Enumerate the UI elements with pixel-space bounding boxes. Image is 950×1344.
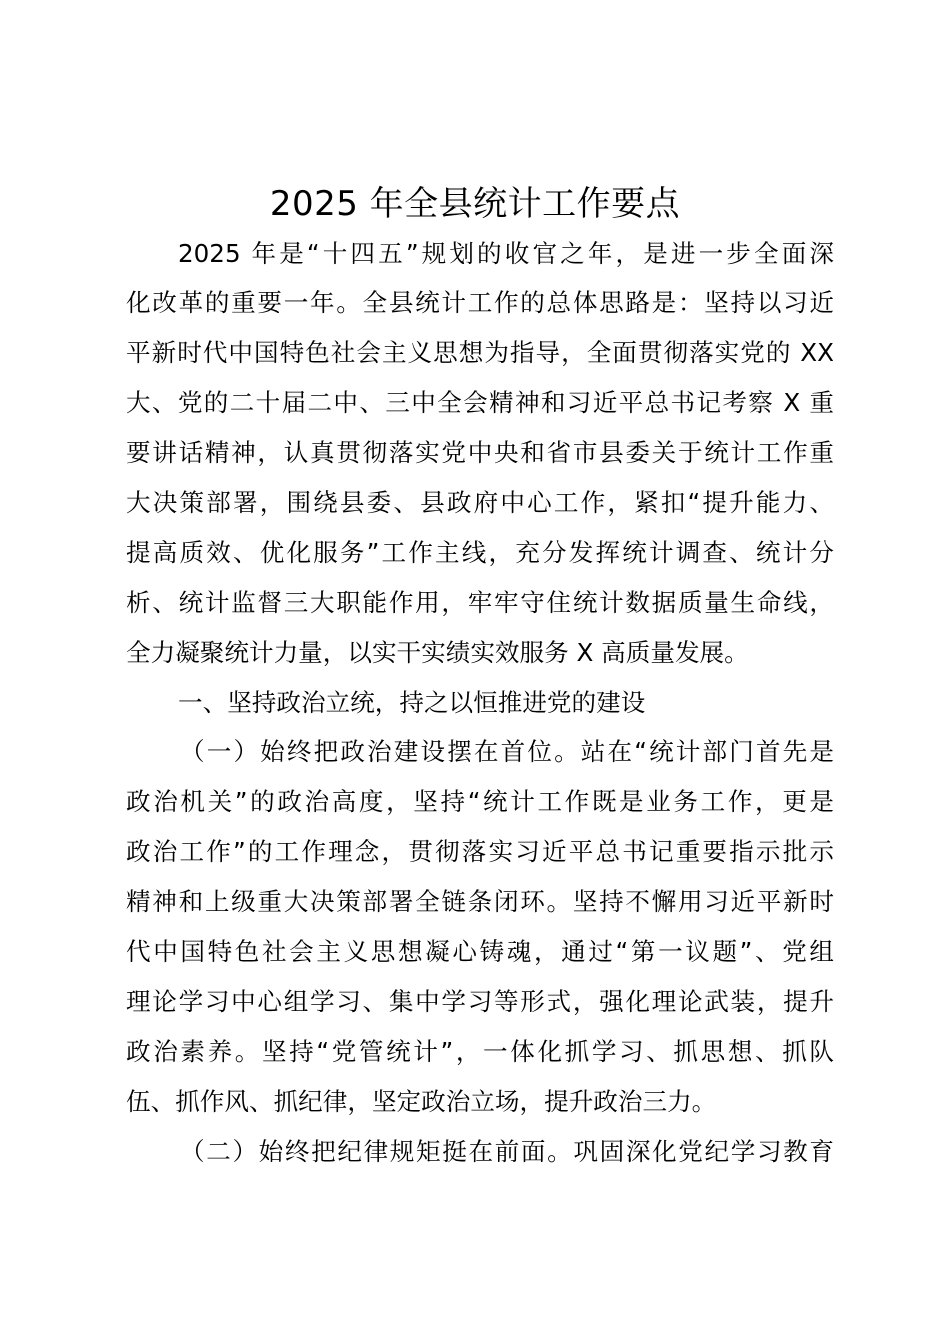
paragraph-line: 化改革的重要一年。全县统计工作的总体思路是：坚持以习近 [126, 288, 834, 317]
document-title: 2025 年全县统计工作要点 [269, 184, 681, 224]
paragraph-line: 2025 年是“十四五”规划的收官之年，是进一步全面深 [178, 239, 834, 268]
paragraph-line: 政治素养。坚持“党管统计”，一体化抓学习、抓思想、抓队 [126, 1037, 834, 1066]
paragraph-line: 大、党的二十届二中、三中全会精神和习近平总书记考察 X 重 [126, 388, 834, 417]
paragraph-line: 理论学习中心组学习、集中学习等形式，强化理论武装，提升 [126, 987, 834, 1016]
paragraph-line: 大决策部署，围绕县委、县政府中心工作，紧扣“提升能力、 [126, 488, 834, 517]
paragraph-line: 析、统计监督三大职能作用，牢牢守住统计数据质量生命线， [126, 588, 834, 617]
paragraph-line: 精神和上级重大决策部署全链条闭环。坚持不懈用习近平新时 [126, 887, 834, 916]
paragraph-line: 全力凝聚统计力量，以实干实绩实效服务 X 高质量发展。 [126, 638, 749, 667]
paragraph-line: 政治工作”的工作理念，贯彻落实习近平总书记重要指示批示 [126, 837, 834, 866]
paragraph-line: 要讲话精神，认真贯彻落实党中央和省市县委关于统计工作重 [126, 438, 834, 467]
paragraph-line: 平新时代中国特色社会主义思想为指导，全面贯彻落实党的 XX [126, 338, 834, 367]
paragraph-line: 政治机关”的政治高度，坚持“统计工作既是业务工作，更是 [126, 787, 834, 816]
paragraph-line: （一）始终把政治建设摆在首位。站在“统计部门首先是 [180, 737, 834, 766]
paragraph-line: 代中国特色社会主义思想凝心铸魂，通过“第一议题”、党组 [126, 937, 834, 966]
paragraph-line: 伍、抓作风、抓纪律，坚定政治立场，提升政治三力。 [126, 1087, 717, 1116]
section-heading: 一、坚持政治立统，持之以恒推进党的建设 [178, 688, 646, 717]
paragraph-line: （二）始终把纪律规矩挺在前面。巩固深化党纪学习教育 [180, 1137, 834, 1166]
paragraph-line: 提高质效、优化服务”工作主线，充分发挥统计调查、统计分 [126, 538, 834, 567]
